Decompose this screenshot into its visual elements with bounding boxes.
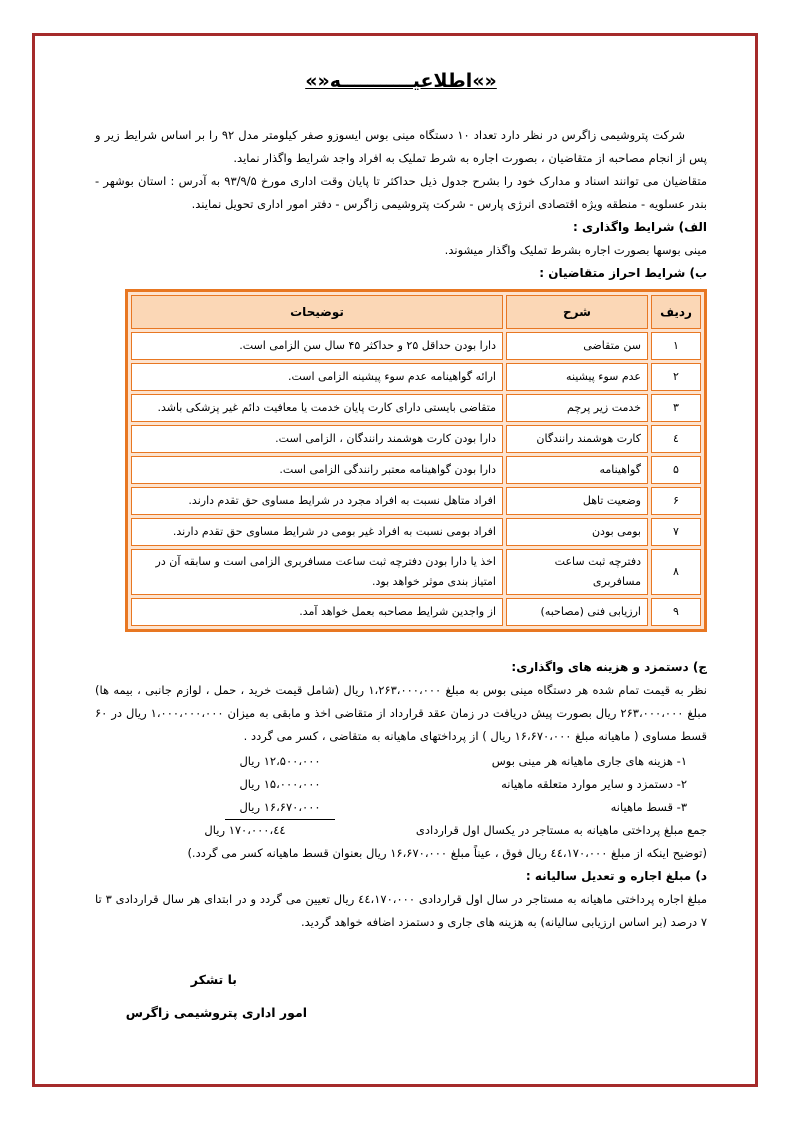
row-number: ۹: [651, 598, 701, 626]
intro-paragraph-1: شرکت پتروشیمی زاگرس در نظر دارد تعداد ۱۰ دستگاه مینی بوس ایسوزو صفر کیلومتر مدل ۹۲ را بر اساس شرایط زیر و پس از انجام مصاحبه از متقاضیان ، بصورت اجاره به شرط تملیک به افراد واجد شرایط واگذار نماید.: [95, 128, 707, 165]
cost-total: [95, 819, 707, 842]
row-notes: اخذ یا دارا بودن دفترچه ثبت ساعت مسافربری الزامی است و سابقه آن در امتیاز بندی موثر خواهد بود.: [131, 549, 503, 595]
table-row: [131, 549, 701, 595]
row-description: خدمت زیر پرچم: [506, 394, 648, 422]
cost-item-label: ۲- دستمزد و سایر موارد متعلقه ماهیانه: [501, 777, 687, 791]
cost-item-value: ۱۶،۶۷۰،۰۰۰ ریال: [225, 796, 335, 820]
row-notes: متقاضی بایستی دارای کارت پایان خدمت یا معافیت دائم غیر پزشکی باشد.: [131, 394, 503, 422]
section-b-heading: ب) شرایط احراز متقاضیان :: [539, 266, 707, 280]
row-description: کارت هوشمند رانندگان: [506, 425, 648, 453]
table-header-row: [131, 295, 701, 329]
cost-item-label: ۱- هزینه های جاری ماهیانه هر مینی بوس: [491, 754, 687, 768]
cost-item: [95, 773, 707, 796]
row-number: ٤: [651, 425, 701, 453]
table-row: [131, 394, 701, 422]
row-number: ۶: [651, 487, 701, 515]
cost-item: [95, 750, 707, 773]
cost-breakdown: [95, 750, 707, 842]
row-notes: دارا بودن گواهینامه معتبر رانندگی الزامی است.: [131, 456, 503, 484]
cost-total-label: جمع مبلغ پرداختی ماهیانه به مستاجر در یکسال اول قراردادی: [415, 823, 707, 837]
table-row: [131, 456, 701, 484]
table-row: [131, 363, 701, 391]
cost-item-label: ۳- قسط ماهیانه: [610, 800, 687, 814]
section-c-note: (توضیح اینکه از مبلغ ٤٤،۱۷۰،۰۰۰ ریال فوق ، عیناً مبلغ ۱۶،۶۷۰،۰۰۰ ریال بعنوان قسط ماهیانه کسر می گردد.): [187, 846, 707, 860]
cost-item: [95, 796, 707, 819]
row-number: ۲: [651, 363, 701, 391]
section-c-heading: ج) دستمزد و هزینه های واگذاری:: [511, 660, 707, 674]
intro-paragraph-2: متقاضیان می توانند اسناد و مدارک خود را بشرح جدول ذیل حداکثر تا پایان وقت اداری مورخ ۹۳/۹/۵ به آدرس : استان بوشهر - بندر عسلویه - منطقه ویژه اقتصادی انرژی پارس - شرکت پتروشیمی زاگرس - دفتر امور اداری تحویل نمایند.: [95, 174, 707, 211]
table-row: [131, 598, 701, 626]
closing-thanks: با تشکر: [190, 972, 237, 987]
row-notes: دارا بودن حداقل ۲۵ و حداکثر ۴۵ سال سن الزامی است.: [131, 332, 503, 360]
row-description: عدم سوء پیشینه: [506, 363, 648, 391]
signature: امور اداری پتروشیمی زاگرس: [125, 1005, 307, 1020]
row-notes: افراد بومی نسبت به افراد غیر بومی در شرایط مساوی حق تقدم دارند.: [131, 518, 503, 546]
cost-total-value: ٤٤،۱۷۰،۰۰۰ ریال: [204, 823, 286, 837]
row-description: گواهینامه: [506, 456, 648, 484]
document-body: [95, 60, 707, 1024]
table-row: [131, 425, 701, 453]
column-header-description: شرح: [506, 295, 648, 329]
row-description: ارزیابی فنی (مصاحبه): [506, 598, 648, 626]
row-description: وضعیت تاهل: [506, 487, 648, 515]
table-row: [131, 487, 701, 515]
row-notes: از واجدین شرایط مصاحبه بعمل خواهد آمد.: [131, 598, 503, 626]
row-number: ۳: [651, 394, 701, 422]
column-header-notes: توضیحات: [131, 295, 503, 329]
section-c-text: نظر به قیمت تمام شده هر دستگاه مینی بوس به مبلغ ۱،۲۶۳،۰۰۰،۰۰۰ ریال (شامل قیمت خرید ، حمل ، لوازم جانبی ، بیمه ها) مبلغ ۲۶۳،۰۰۰،۰۰۰ ریال بصورت پیش دریافت در زمان عقد قرارداد از متقاضی اخذ و مابقی به میزان ۱،۰۰۰،۰۰۰،۰۰۰ ریال در ۶۰ قسط مساوی ( ماهیانه مبلغ ۱۶،۶۷۰،۰۰۰ ریال ) از پرداختهای ماهیانه به متقاضی ، کسر می گردد .: [95, 683, 707, 743]
row-number: ۸: [651, 549, 701, 595]
table-row: [131, 518, 701, 546]
row-notes: افراد متاهل نسبت به افراد مجرد در شرایط مساوی حق تقدم دارند.: [131, 487, 503, 515]
page-title: «»اطلاعیـــــــــــه«»: [305, 70, 497, 92]
table-row: [131, 332, 701, 360]
section-d-text: مبلغ اجاره پرداختی ماهیانه به مستاجر در سال اول قراردادی ٤٤،۱۷۰،۰۰۰ ریال تعیین می گردد و در ابتدای هر سال قراردادی ۳ تا ۷ درصد (بر اساس ارزیابی سالیانه) به هزینه های جاری و دستمزد اضافه خواهد گردید.: [95, 892, 707, 929]
cost-item-value: ۱۵،۰۰۰،۰۰۰ ریال: [239, 777, 321, 791]
section-a-heading: الف) شرایط واگذاری :: [573, 220, 707, 234]
row-description: سن متقاضی: [506, 332, 648, 360]
column-header-row-number: ردیف: [651, 295, 701, 329]
row-description: دفترچه ثبت ساعت مسافربری: [506, 549, 648, 595]
row-number: ۷: [651, 518, 701, 546]
requirements-table: [125, 289, 707, 632]
row-description: بومی بودن: [506, 518, 648, 546]
row-number: ۵: [651, 456, 701, 484]
section-d-heading: د) مبلغ اجاره و تعدیل سالیانه :: [525, 869, 707, 883]
row-notes: ارائه گواهینامه عدم سوء پیشینه الزامی است.: [131, 363, 503, 391]
row-number: ۱: [651, 332, 701, 360]
row-notes: دارا بودن کارت هوشمند رانندگان ، الزامی است.: [131, 425, 503, 453]
cost-item-value: ۱۲،۵۰۰،۰۰۰ ریال: [239, 754, 321, 768]
section-a-text: مینی بوسها بصورت اجاره بشرط تملیک واگذار میشوند.: [444, 243, 707, 257]
